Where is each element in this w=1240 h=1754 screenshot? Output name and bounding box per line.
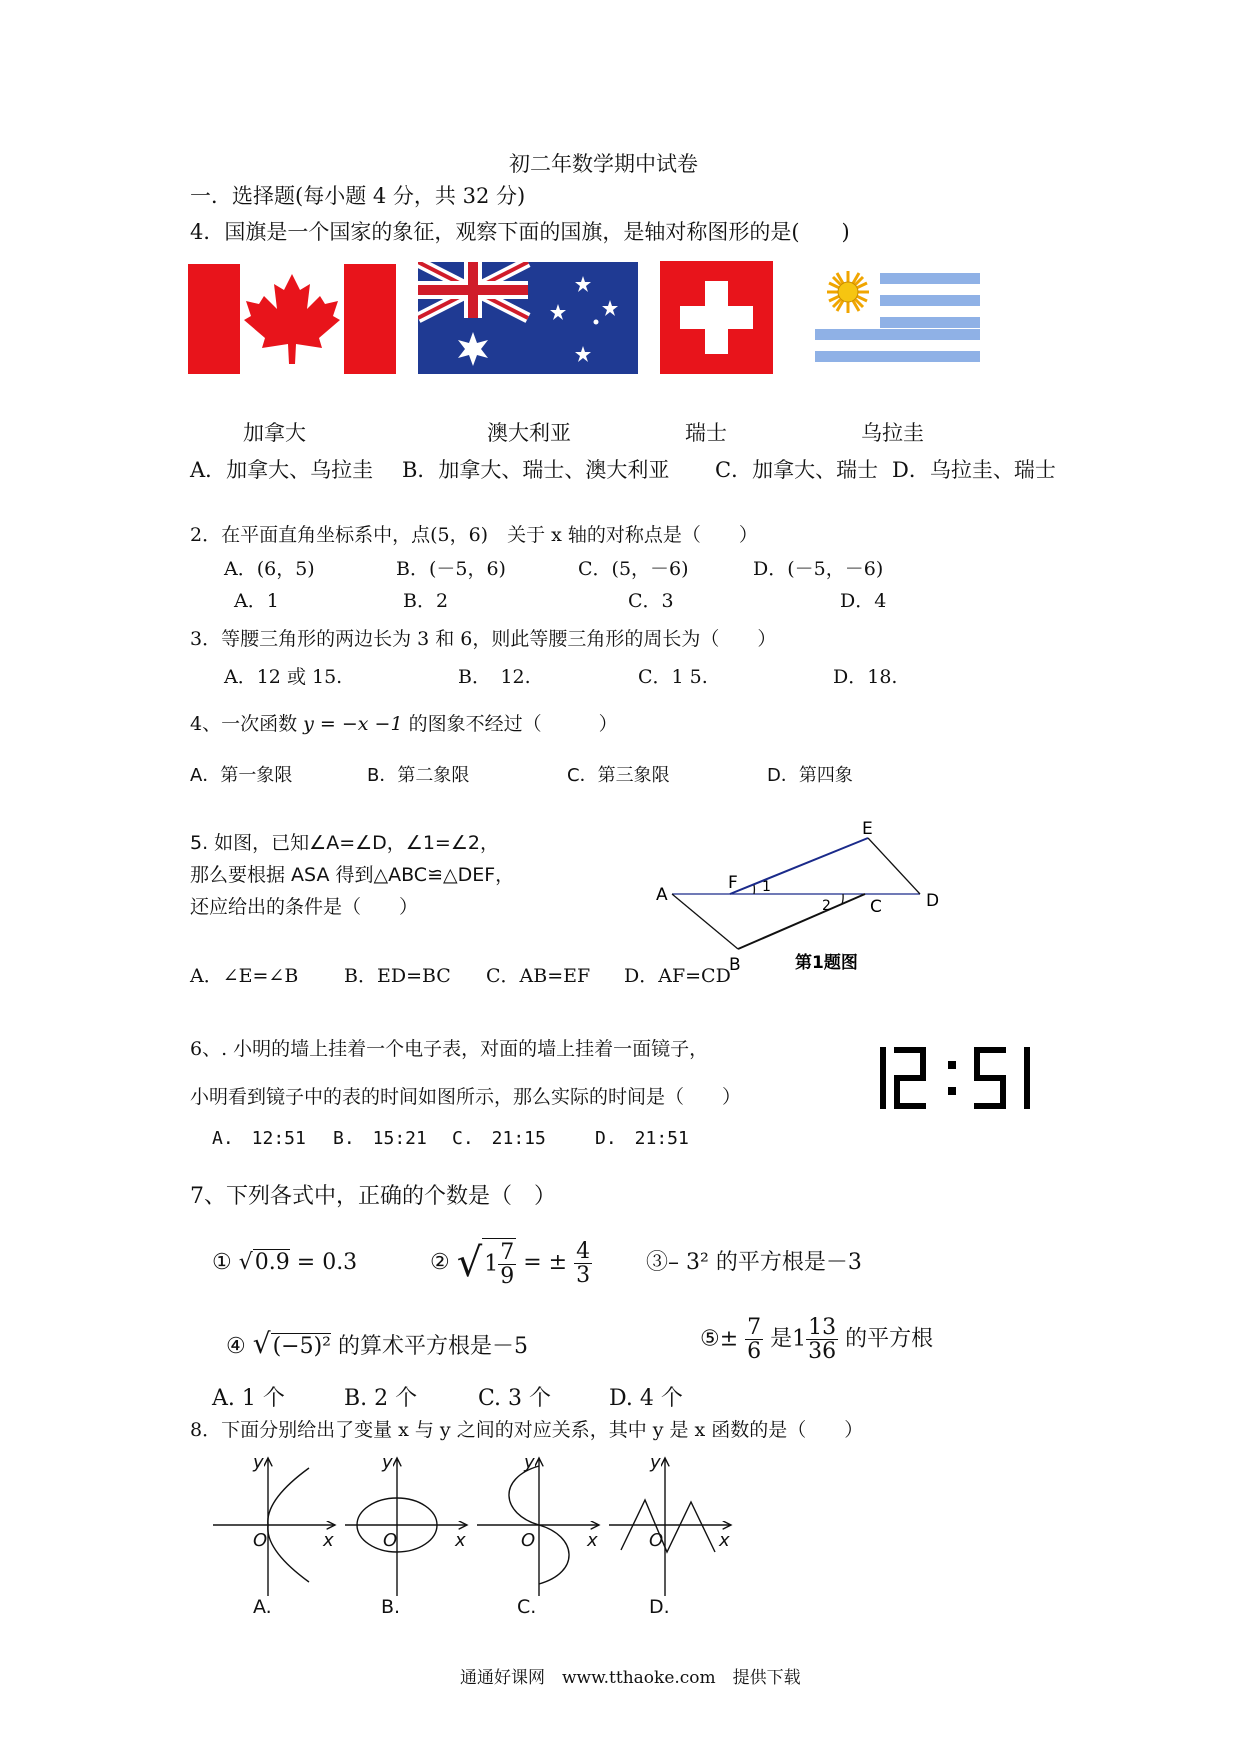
label-angle-2: 2 (822, 898, 831, 914)
q7-item-4-mark: ④ (226, 1334, 246, 1359)
q7-option-b: B. 2 个 (344, 1386, 418, 1411)
q7-item-2-mark: ② (430, 1250, 450, 1276)
graph-d-label: D. (649, 1596, 670, 1618)
label-a: A (656, 885, 668, 905)
q2-option-d: D．(－5，－6) (753, 558, 884, 580)
uruguay-flag (815, 265, 980, 365)
q6-line-1: 6、. 小明的墙上挂着一个电子表，对面的墙上挂着一面镜子， (190, 1038, 709, 1060)
q7-item-3 (646, 1252, 862, 1274)
graph-a-x-label: x (323, 1530, 334, 1551)
q7-item-4 (226, 1327, 528, 1360)
q4-stem-suffix: 的图象不经过（ ） (408, 713, 618, 735)
q5-line-1: 5. 如图，已知∠A=∠D，∠1=∠2， (190, 832, 499, 854)
label-f: F (728, 873, 738, 893)
q4-option-a: A．第一象限 (190, 765, 293, 786)
q5-line-3: 还应给出的条件是（ ） (190, 896, 419, 918)
label-e: E (862, 819, 873, 839)
sqrt-icon: √ (238, 1250, 253, 1275)
graph-c-x-label: x (587, 1530, 598, 1551)
q4-formula: y = −x −1 (303, 713, 403, 735)
page-title: 初二年数学期中试卷 (509, 152, 698, 176)
q7-item-4-text: 的算术平方根是－5 (338, 1334, 528, 1359)
q8-graphs (205, 1448, 750, 1618)
q7-option-c: C. 3 个 (478, 1386, 552, 1411)
label-angle-1: 1 (762, 879, 771, 895)
sun-icon (827, 271, 869, 313)
q5-line-2: 那么要根据 ASA 得到△ABC≌△DEF， (190, 864, 515, 886)
q5-option-a: A．∠E=∠B (190, 965, 299, 987)
q1-option-a: A．加拿大、乌拉圭 (190, 458, 374, 482)
australia-flag (418, 262, 638, 374)
q2-extra-option-c: C．3 (628, 590, 674, 612)
q7-item-2-den: 9 (500, 1264, 515, 1290)
q6-option-c: C. 21:15 (452, 1128, 546, 1149)
q7-item-5-num2: 13 (808, 1315, 837, 1340)
q4-option-b: B．第二象限 (367, 765, 470, 786)
q3-stem: 3．等腰三角形的两边长为 3 和 6，则此等腰三角形的周长为（ ） (190, 628, 777, 650)
q7-item-5-den2: 36 (808, 1339, 837, 1365)
q7-item-5 (700, 1316, 933, 1363)
q1-stem: 4．国旗是一个国家的象征，观察下面的国旗，是轴对称图形的是( ) (190, 220, 850, 244)
q4-stem (190, 715, 618, 734)
q5-option-d: D．AF=CD (624, 965, 731, 987)
graph-d-x-label: x (719, 1530, 730, 1551)
union-jack-icon (418, 262, 528, 318)
switzerland-flag (660, 261, 773, 374)
q5-option-b: B．ED=BC (344, 965, 451, 987)
graph-a-label: A. (253, 1596, 272, 1618)
q3-option-d: D．18. (833, 666, 898, 688)
q7-stem: 7、下列各式中，正确的个数是（ ） (190, 1184, 556, 1209)
q3-option-c: C．1 5. (638, 666, 708, 688)
q2-option-a: A．(6，5) (224, 558, 315, 580)
q7-item-2-whole: 1 (484, 1251, 499, 1277)
q3-option-b: B． 12. (458, 666, 531, 688)
graph-c-label: C. (517, 1596, 537, 1618)
sqrt-icon: √ (456, 1240, 483, 1287)
q4-option-d: D．第四象 (767, 765, 853, 786)
q7-item-2-rden: 3 (576, 1262, 591, 1288)
section-heading: 一．选择题(每小题 4 分，共 32 分) (190, 184, 526, 208)
q7-item-1 (212, 1252, 357, 1274)
q6-option-a: A. 12:51 (212, 1128, 306, 1149)
q7-item-4-radicand: (−5)² (272, 1334, 331, 1359)
flag-name-uruguay: 乌拉圭 (861, 421, 924, 445)
q7-item-3-text: – 3² 的平方根是－3 (668, 1250, 862, 1275)
q7-option-a: A. 1 个 (212, 1386, 285, 1411)
graph-c-origin: O (521, 1530, 536, 1551)
q7-option-d: D. 4 个 (609, 1386, 683, 1411)
q7-item-2 (430, 1238, 592, 1288)
graph-a-y-label: y (253, 1452, 264, 1473)
q2-extra-option-a: A．1 (234, 590, 279, 612)
q7-item-1-rhs: = 0.3 (296, 1250, 358, 1275)
q2-stem: 2．在平面直角坐标系中，点(5，6) 关于 x 轴的对称点是（ ） (190, 524, 758, 546)
q7-item-5-mid: 是1 (770, 1326, 807, 1352)
label-b: B (729, 955, 741, 975)
q7-item-5-num: 7 (747, 1315, 762, 1340)
graph-b-origin: O (383, 1530, 398, 1551)
q7-item-2-eq: = ± (523, 1250, 568, 1276)
q7-item-1-radicand: 0.9 (254, 1250, 290, 1275)
q4-option-c: C．第三象限 (567, 765, 670, 786)
graph-a-origin: O (253, 1530, 268, 1551)
q6-option-d: D. 21:51 (595, 1128, 689, 1149)
q7-item-5-text: 的平方根 (845, 1326, 934, 1352)
q7-item-5-den: 6 (747, 1339, 762, 1365)
sqrt-icon: √ (252, 1327, 271, 1360)
label-d: D (926, 891, 940, 911)
q1-option-c: C．加拿大、瑞士 (715, 458, 879, 482)
q2-option-c: C．(5，－6) (578, 558, 689, 580)
flag-name-canada: 加拿大 (243, 421, 306, 445)
graph-d-y-label: y (650, 1452, 661, 1473)
q6-option-b: B. 15:21 (333, 1128, 427, 1149)
q7-item-2-num: 7 (500, 1240, 515, 1265)
q5-option-c: C．AB=EF (486, 965, 591, 987)
label-c: C (870, 897, 882, 917)
graph-d-curve (621, 1500, 715, 1552)
q6-line-2: 小明看到镜子中的表的时间如图所示，那么实际的时间是（ ） (190, 1086, 742, 1108)
graph-b-y-label: y (382, 1452, 393, 1473)
graph-b-label: B. (381, 1596, 401, 1618)
graph-c-y-label: y (524, 1452, 535, 1473)
q8-stem: 8．下面分别给出了变量 x 与 y 之间的对应关系，其中 y 是 x 函数的是（ ） (190, 1419, 864, 1441)
q7-item-1-mark: ① (212, 1250, 232, 1275)
flag-name-switzerland: 瑞士 (685, 421, 727, 445)
q7-item-3-mark: ③ (646, 1250, 669, 1275)
q2-extra-option-d: D．4 (840, 590, 887, 612)
flag-name-australia: 澳大利亚 (487, 421, 571, 445)
figure-caption: 第1题图 (795, 953, 858, 973)
q1-option-d: D．乌拉圭、瑞士 (892, 458, 1056, 482)
q7-item-5-mark: ⑤± (700, 1326, 739, 1352)
canada-flag (188, 264, 396, 374)
digital-clock (878, 1045, 1038, 1111)
q5-triangle-figure (650, 818, 950, 978)
q7-item-2-rnum: 4 (576, 1238, 591, 1264)
graph-b-x-label: x (455, 1530, 466, 1551)
q1-option-b: B．加拿大、瑞士、澳大利亚 (402, 458, 670, 482)
q2-extra-option-b: B．2 (403, 590, 449, 612)
q2-option-b: B．(－5，6) (396, 558, 506, 580)
footer-text: 通通好课网 www.tthaoke.com 提供下载 (460, 1668, 801, 1688)
q3-option-a: A．12 或 15. (224, 666, 343, 688)
graph-d-origin: O (649, 1530, 664, 1551)
q4-stem-prefix: 4、一次函数 (190, 713, 298, 735)
